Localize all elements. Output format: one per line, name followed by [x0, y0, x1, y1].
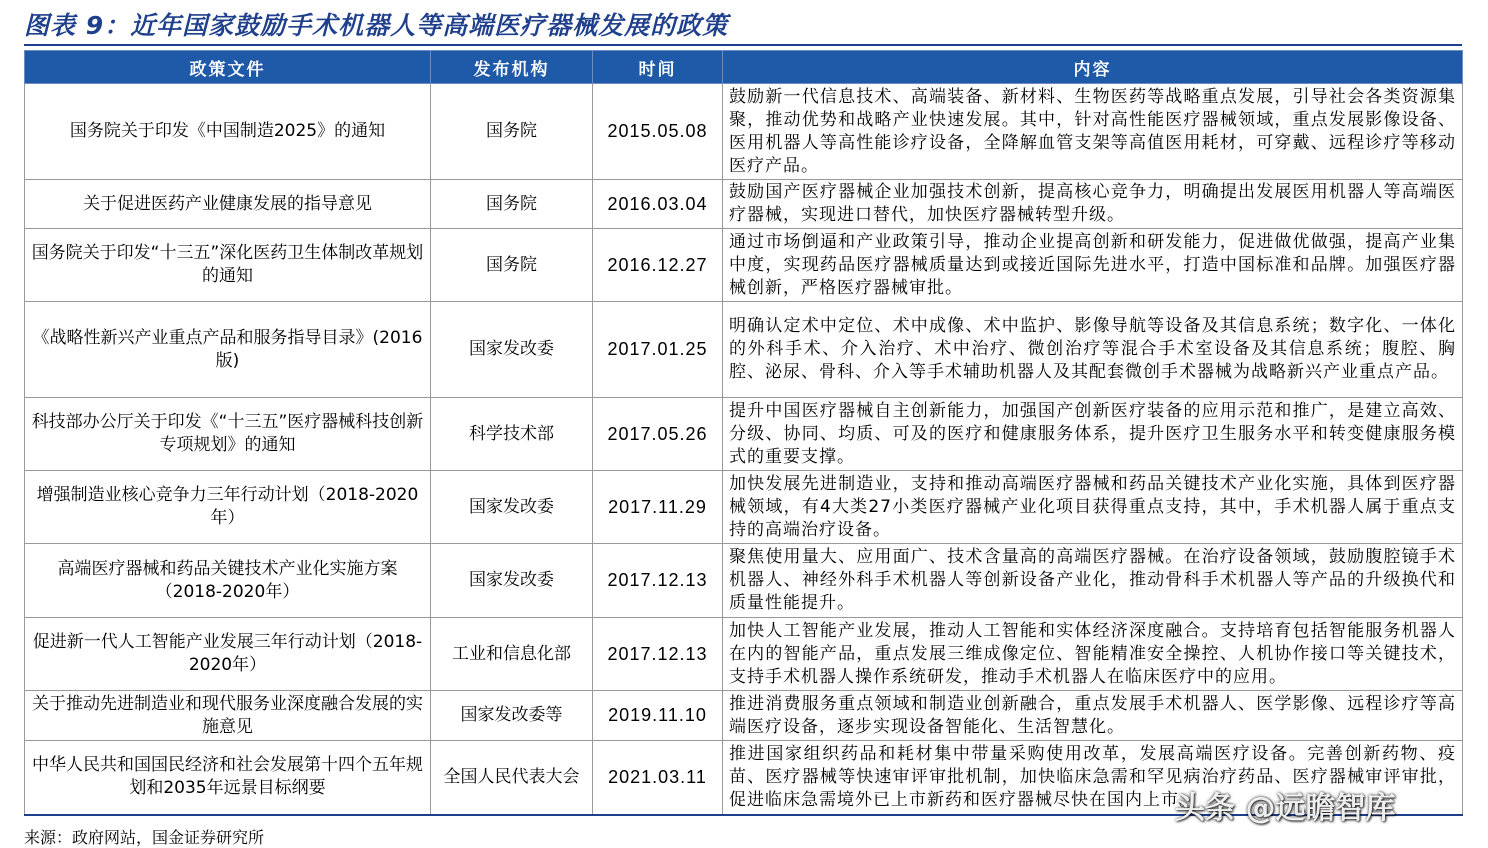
date-cell: 2017.01.25 — [593, 302, 723, 398]
policy-table — [24, 50, 1463, 816]
table-row — [25, 544, 1463, 618]
date-cell: 2016.03.04 — [593, 180, 723, 229]
table-header-row — [25, 51, 1463, 84]
policy-doc-cell: 科技部办公厅关于印发《“十三五”医疗器械科技创新专项规划》的通知 — [25, 398, 431, 471]
date-cell: 2017.05.26 — [593, 398, 723, 471]
issuer-cell: 全国人民代表大会 — [431, 741, 593, 815]
issuer-cell: 国家发改委 — [431, 544, 593, 618]
table-row — [25, 691, 1463, 741]
policy-doc-cell: 中华人民共和国国民经济和社会发展第十四个五年规划和2035年远景目标纲要 — [25, 741, 431, 815]
policy-doc-cell: 增强制造业核心竞争力三年行动计划（2018-2020年） — [25, 471, 431, 544]
title-divider — [24, 44, 1462, 46]
header-doc: 政策文件 — [25, 51, 431, 84]
date-cell: 2019.11.10 — [593, 691, 723, 741]
policy-doc-cell: 促进新一代人工智能产业发展三年行动计划（2018-2020年） — [25, 618, 431, 691]
content-cell: 鼓励国产医疗器械企业加强技术创新，提高核心竞争力，明确提出发展医用机器人等高端医疗器械，实现进口替代，加快医疗器械转型升级。 — [723, 180, 1463, 229]
issuer-cell: 国务院 — [431, 84, 593, 180]
issuer-cell: 国家发改委 — [431, 302, 593, 398]
header-content: 内容 — [723, 51, 1463, 84]
table-row — [25, 84, 1463, 180]
date-cell: 2017.12.13 — [593, 544, 723, 618]
page-title: 图表 9：近年国家鼓励手术机器人等高端医疗器械发展的政策 — [24, 11, 729, 40]
table-row — [25, 229, 1463, 302]
content-cell: 推进消费服务重点领域和制造业创新融合，重点发展手术机器人、医学影像、远程诊疗等高端医疗设备，逐步实现设备智能化、生活智慧化。 — [723, 691, 1463, 741]
table-row — [25, 180, 1463, 229]
source-note: 来源：政府网站，国金证券研究所 — [24, 828, 265, 847]
header-org: 发布机构 — [431, 51, 593, 84]
policy-doc-cell: 国务院关于印发《中国制造2025》的通知 — [25, 84, 431, 180]
issuer-cell: 国家发改委等 — [431, 691, 593, 741]
content-cell: 加快人工智能产业发展，推动人工智能和实体经济深度融合。支持培育包括智能服务机器人在内的智能产品，重点发展三维成像定位、智能精准安全操控、人机协作接口等关键技术，支持手术机器人操作系统研发，推动手术机器人在临床医疗中的应用。 — [723, 618, 1463, 691]
content-cell: 鼓励新一代信息技术、高端装备、新材料、生物医药等战略重点发展，引导社会各类资源集聚，推动优势和战略产业快速发展。其中，针对高性能医疗器械领域，重点发展影像设备、医用机器人等高性能诊疗设备，全降解血管支架等高值医用耗材，可穿戴、远程诊疗等移动医疗产品。 — [723, 84, 1463, 180]
date-cell: 2016.12.27 — [593, 229, 723, 302]
policy-doc-cell: 高端医疗器械和药品关键技术产业化实施方案（2018-2020年） — [25, 544, 431, 618]
date-cell: 2021.03.11 — [593, 741, 723, 815]
date-cell: 2017.12.13 — [593, 618, 723, 691]
content-cell: 加快发展先进制造业，支持和推动高端医疗器械和药品关键技术产业化实施，具体到医疗器械领域，有4大类27小类医疗器械产业化项目获得重点支持，其中，手术机器人属于重点支持的高端治疗设备。 — [723, 471, 1463, 544]
policy-doc-cell: 国务院关于印发“十三五”深化医药卫生体制改革规划的通知 — [25, 229, 431, 302]
table-row — [25, 398, 1463, 471]
content-cell: 推进国家组织药品和耗材集中带量采购使用改革，发展高端医疗设备。完善创新药物、疫苗、医疗器械等快速审评审批机制，加快临床急需和罕见病治疗药品、医疗器械审评审批，促进临床急需境外已上市新药和医疗器械尽快在国内上市。 — [723, 741, 1463, 815]
content-cell: 聚焦使用量大、应用面广、技术含量高的高端医疗器械。在治疗设备领域，鼓励腹腔镜手术机器人、神经外科手术机器人等创新设备产业化，推动骨科手术机器人等产品的升级换代和质量性能提升。 — [723, 544, 1463, 618]
policy-doc-cell: 关于促进医药产业健康发展的指导意见 — [25, 180, 431, 229]
policy-doc-cell: 关于推动先进制造业和现代服务业深度融合发展的实施意见 — [25, 691, 431, 741]
table-row — [25, 471, 1463, 544]
date-cell: 2017.11.29 — [593, 471, 723, 544]
issuer-cell: 科学技术部 — [431, 398, 593, 471]
table-row — [25, 302, 1463, 398]
issuer-cell: 国务院 — [431, 180, 593, 229]
policy-doc-cell: 《战略性新兴产业重点产品和服务指导目录》(2016版) — [25, 302, 431, 398]
issuer-cell: 国家发改委 — [431, 471, 593, 544]
watermark — [1175, 783, 1395, 827]
date-cell: 2015.05.08 — [593, 84, 723, 180]
issuer-cell: 国务院 — [431, 229, 593, 302]
watermark-text: 头条 @远瞻智库 — [1175, 791, 1396, 826]
issuer-cell: 工业和信息化部 — [431, 618, 593, 691]
content-cell: 明确认定术中定位、术中成像、术中监护、影像导航等设备及其信息系统；数字化、一体化的外科手术、介入治疗、术中治疗、微创治疗等混合手术室设备及其信息系统；腹腔、胸腔、泌尿、骨科、介入等手术辅助机器人及其配套微创手术器械为战略新兴产业重点产品。 — [723, 302, 1463, 398]
table-row — [25, 618, 1463, 691]
header-date: 时间 — [593, 51, 723, 84]
content-cell: 通过市场倒逼和产业政策引导，推动企业提高创新和研发能力，促进做优做强，提高产业集中度，实现药品医疗器械质量达到或接近国际先进水平，打造中国标准和品牌。加强医疗器械创新，严格医疗器械审批。 — [723, 229, 1463, 302]
content-cell: 提升中国医疗器械自主创新能力，加强国产创新医疗装备的应用示范和推广，是建立高效、分级、协同、均质、可及的医疗和健康服务体系，提升医疗卫生服务水平和转变健康服务模式的重要支撑。 — [723, 398, 1463, 471]
